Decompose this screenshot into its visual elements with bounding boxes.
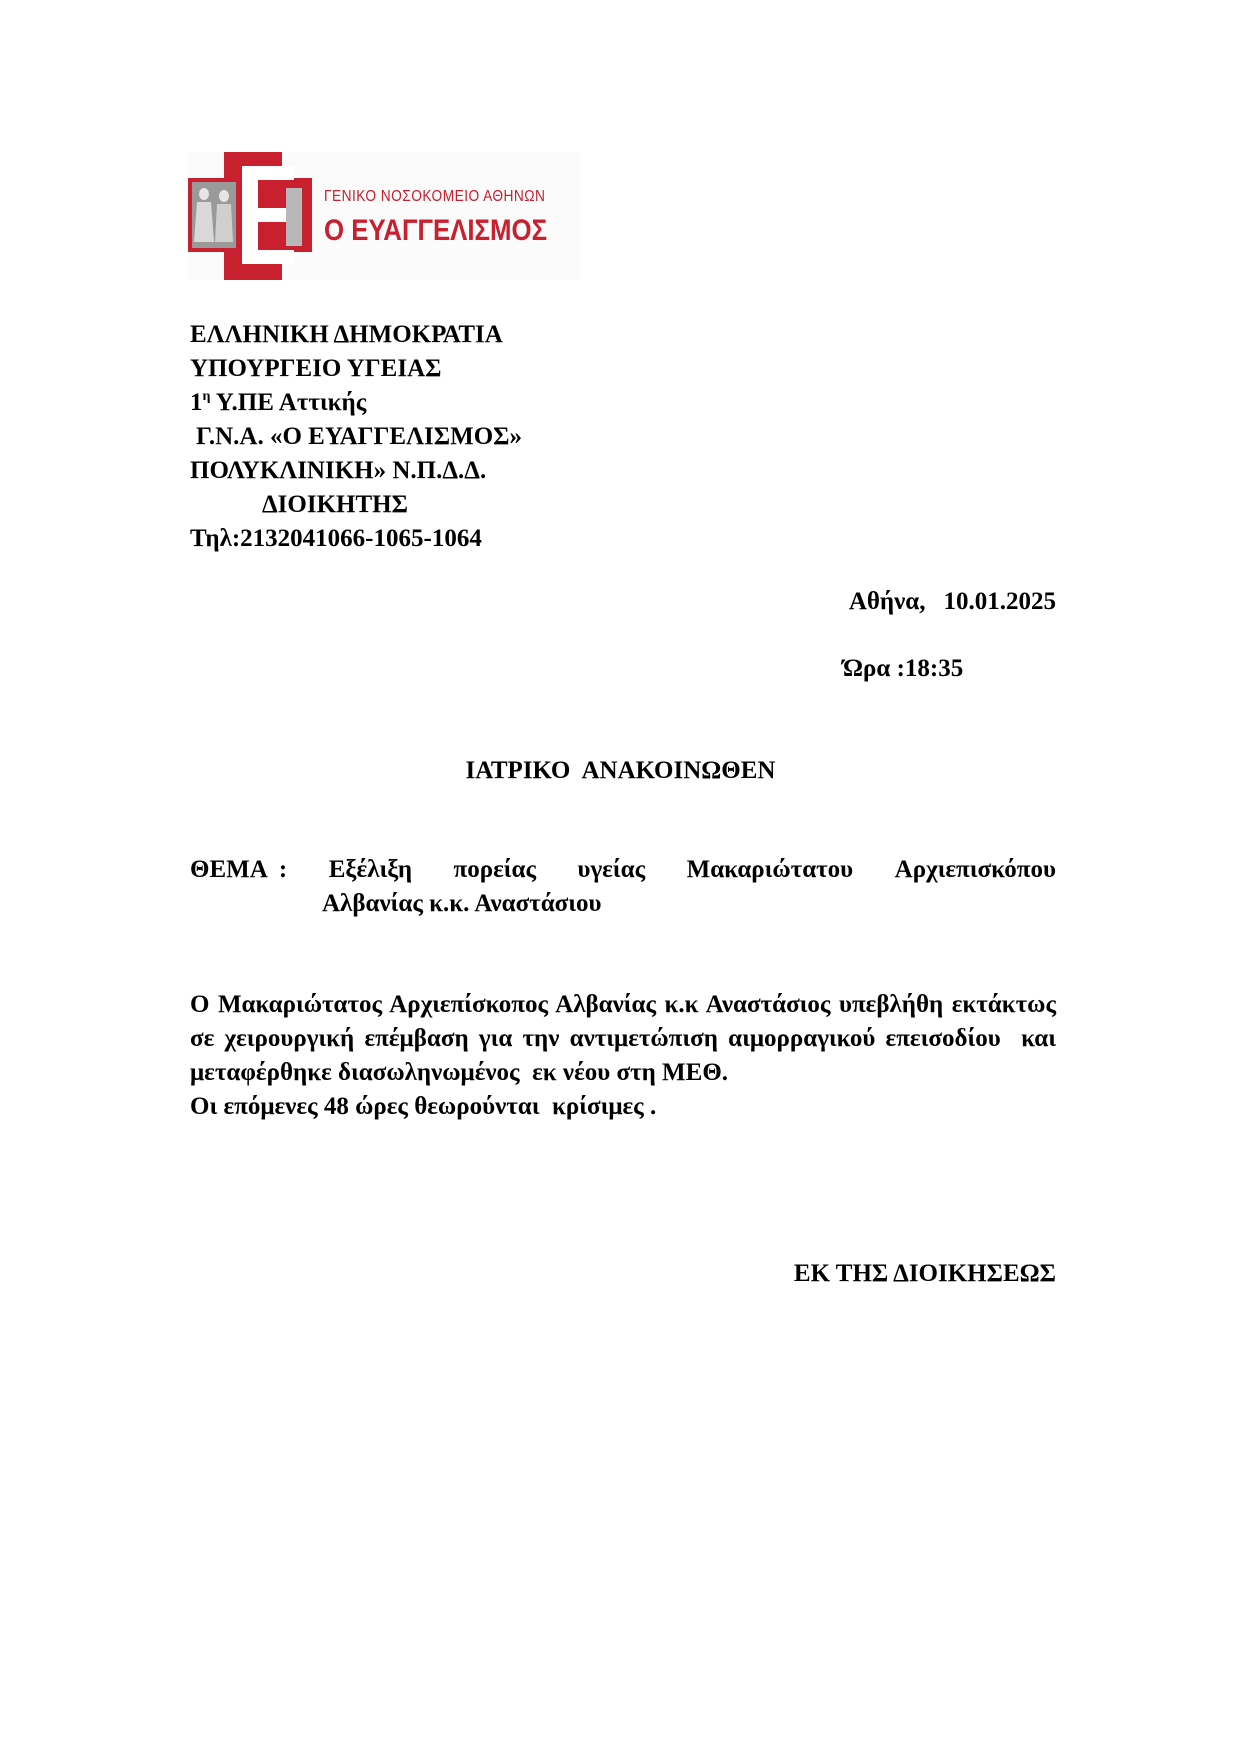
- subject-word: υγείας: [577, 856, 646, 883]
- header-line-republic: ΕΛΛΗΝΙΚΗ ΔΗΜΟΚΡΑΤΙΑ: [190, 321, 503, 348]
- subject-word: Αρχιεπισκόπου: [894, 856, 1056, 883]
- subject-line-2: Αλβανίας κ.κ. Αναστάσιου: [322, 890, 602, 917]
- region-name: Υ.ΠΕ Αττικής: [210, 389, 367, 416]
- body-paragraph-1: Ο Μακαριώτατος Αρχιεπίσκοπος Αλβανίας κ.κ Αναστάσιος υπεβλήθη εκτάκτως σε χειρουργική επέμβαση για την αντιμετώπιση αιμορραγικού επεισοδίου και μεταφέρθηκε διασωληνωμένος εκ νέου στη ΜΕΘ.: [190, 991, 1063, 1086]
- header-line-polyclinic: ΠΟΛΥΚΛΙΝΙΚΗ» Ν.Π.Δ.Δ.: [190, 457, 487, 484]
- announcement-body: [190, 988, 1063, 1124]
- header-line-phone: Τηλ:2132041066-1065-1064: [190, 525, 482, 552]
- subject-word: πορείας: [453, 856, 537, 883]
- date-line: [849, 588, 1056, 616]
- header-line-health-region: [190, 386, 522, 420]
- issuer-header: [190, 318, 522, 556]
- body-paragraph-2: Οι επόμενες 48 ώρες θεωρούνται κρίσιμες .: [190, 1093, 657, 1120]
- logo-subtitle: ΓΕΝΙΚΟ ΝΟΣΟΚΟΜΕΙΟ ΑΘΗΝΩΝ: [324, 188, 546, 205]
- subject-word: Εξέλιξη: [328, 856, 413, 883]
- header-line-hospital: Γ.Ν.Α. «Ο ΕΥΑΓΓΕΛΙΣΜΟΣ»: [196, 423, 522, 450]
- region-number: 1: [190, 389, 203, 416]
- document-title-text: ΙΑΤΡΙΚΟ ΑΝΑΚΟΙΝΩΘΕΝ: [465, 757, 776, 784]
- region-superscript: η: [202, 389, 211, 404]
- time-line: Ώρα :18:35: [843, 655, 964, 682]
- hospital-logo: [188, 152, 580, 280]
- subject-line-1: [190, 853, 1056, 887]
- date-place: Αθήνα,: [848, 588, 926, 615]
- date-value: 10.01.2025: [943, 588, 1056, 615]
- header-line-administrator: ΔΙΟΙΚΗΤΗΣ: [262, 491, 408, 518]
- subject-label: ΘΕΜΑ :: [190, 856, 288, 883]
- subject-block: [190, 853, 1056, 921]
- signature-line: ΕΚ ΤΗΣ ΔΙΟΙΚΗΣΕΩΣ: [793, 1260, 1056, 1287]
- document-title: [0, 757, 1241, 785]
- subject-word: Μακαριώτατου: [686, 856, 854, 883]
- header-line-ministry: ΥΠΟΥΡΓΕΙΟ ΥΓΕΙΑΣ: [190, 355, 442, 382]
- logo-name: Ο ΕΥΑΓΓΕΛΙΣΜΟΣ: [324, 214, 548, 247]
